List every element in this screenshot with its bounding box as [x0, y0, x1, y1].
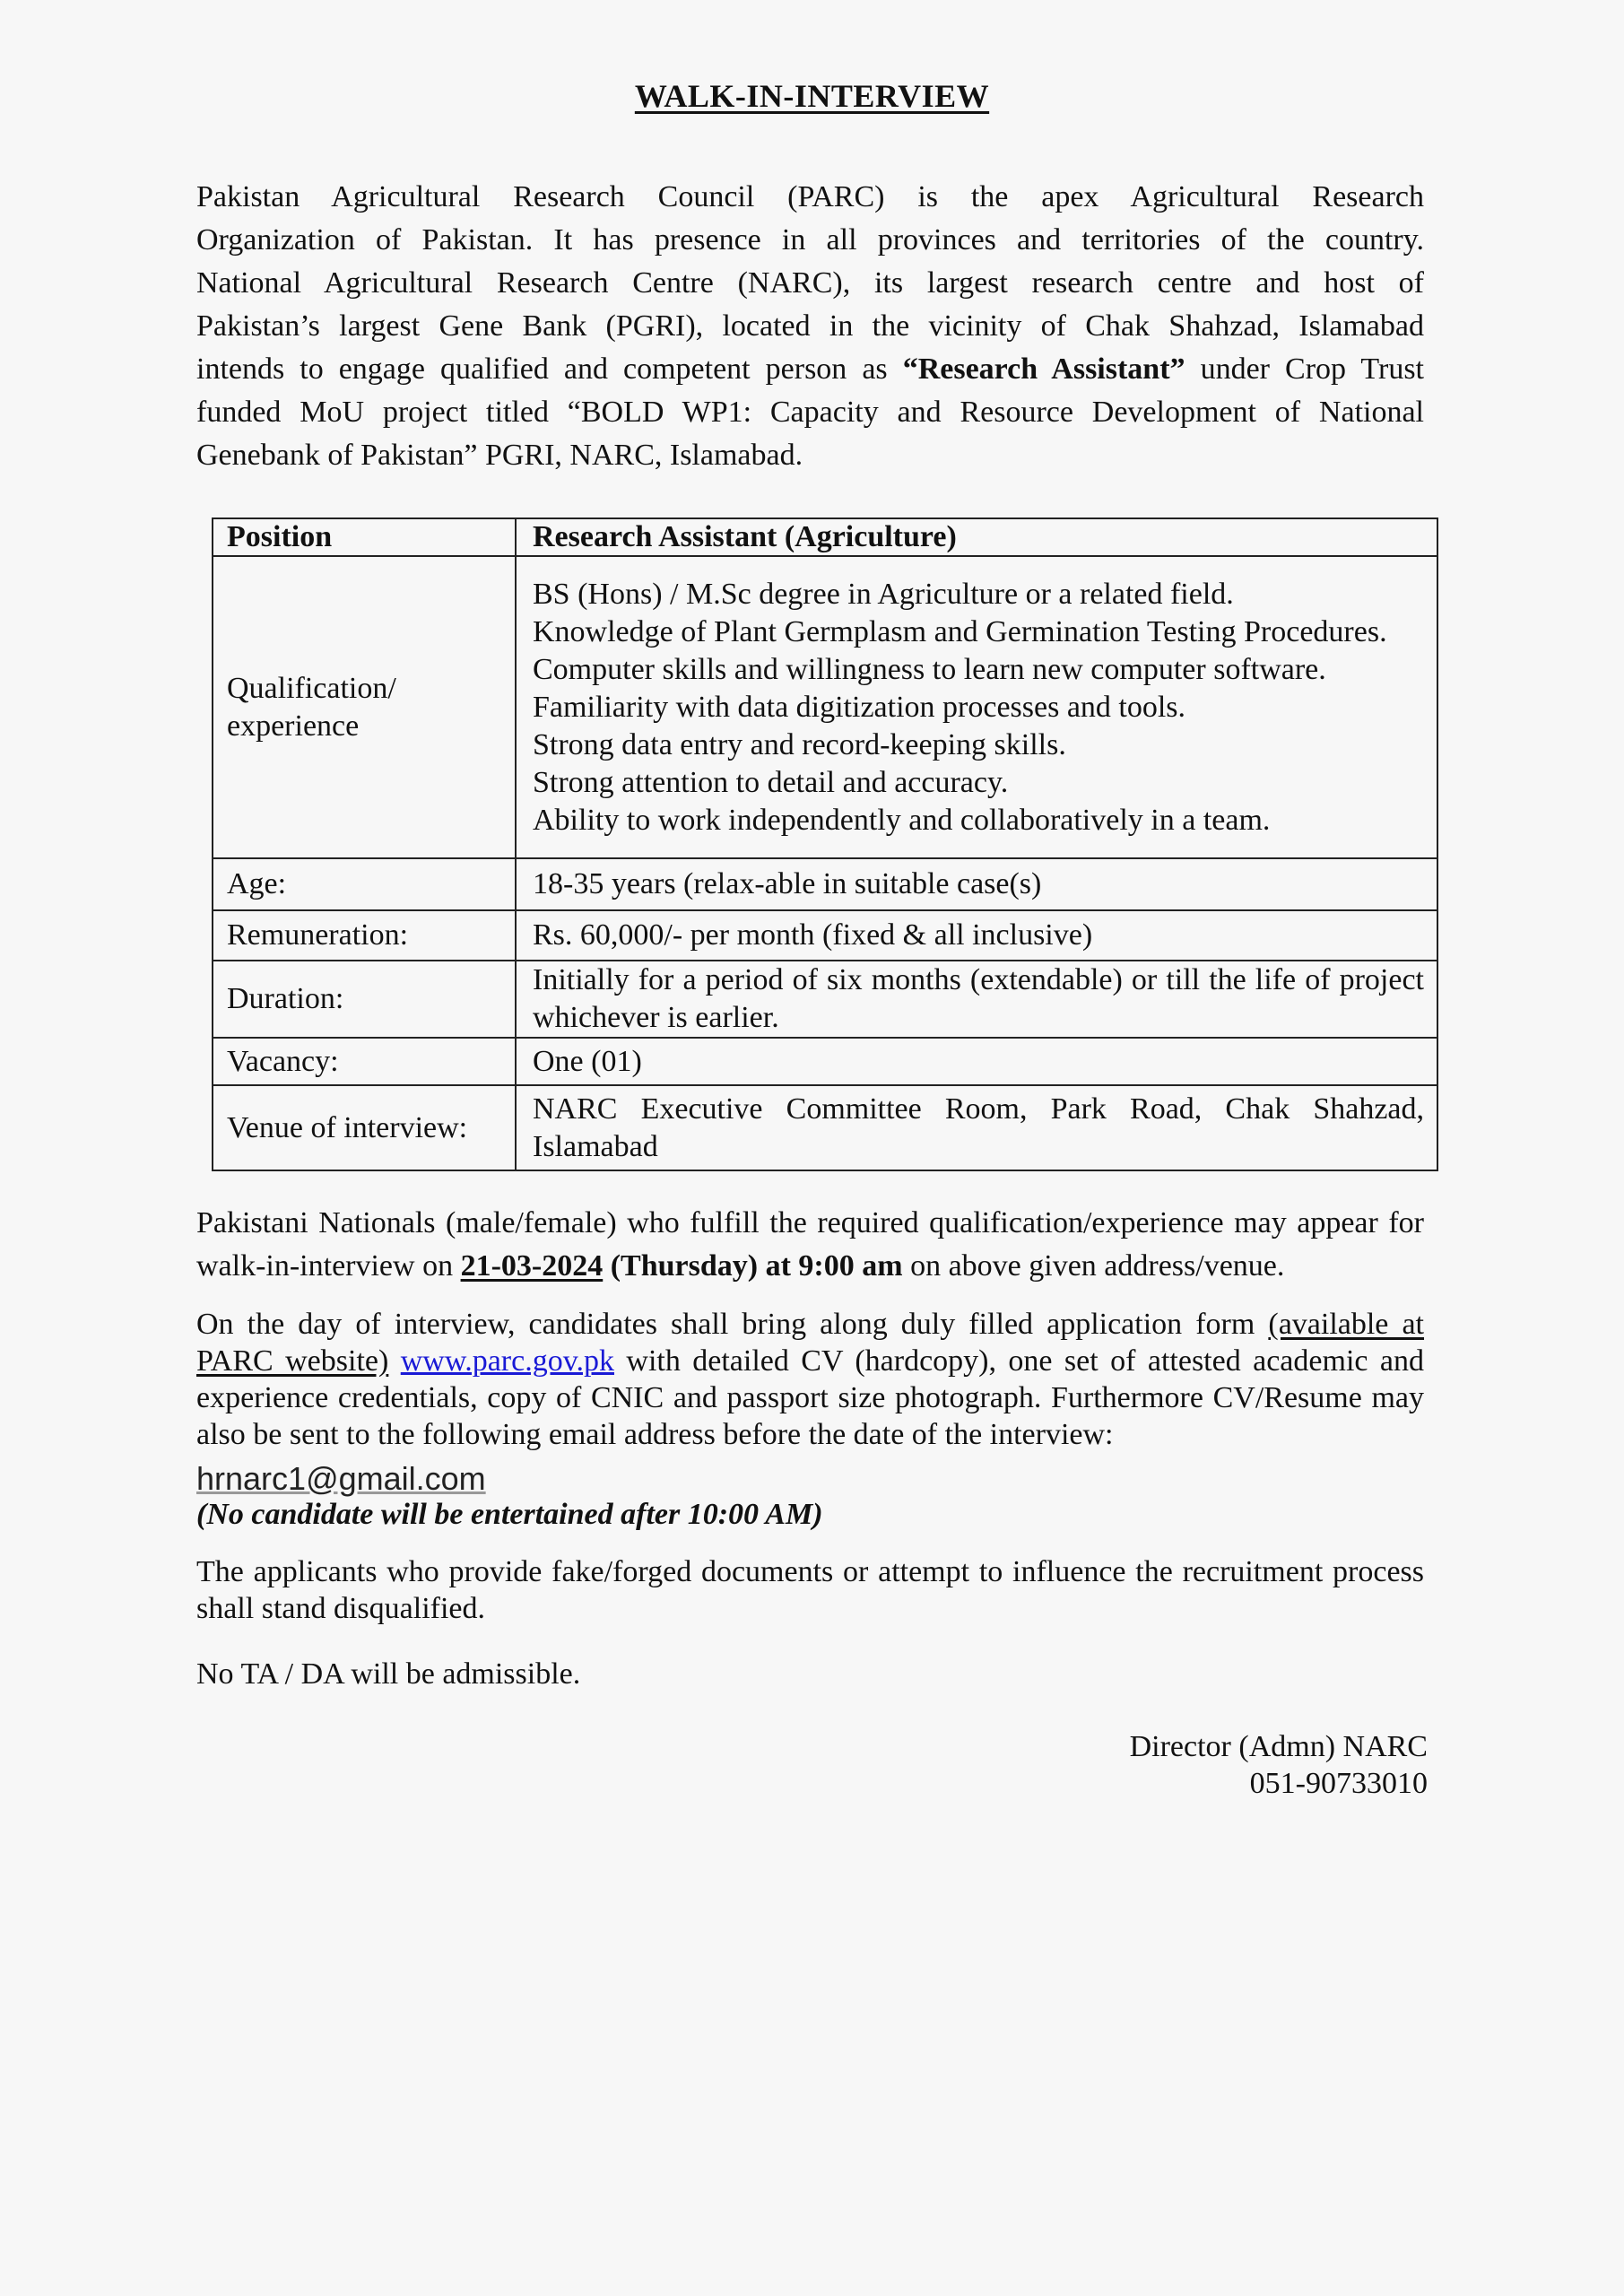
- venue-label: Venue of interview:: [213, 1085, 516, 1170]
- signatory-phone: 051-90733010: [1249, 1767, 1428, 1800]
- remuneration-label: Remuneration:: [213, 910, 516, 961]
- duration-value: Initially for a period of six months (extendable) or till the life of project whichever is earlier.: [516, 961, 1437, 1038]
- list-item: BS (Hons) / M.Sc degree in Agriculture or a related field.: [533, 577, 1234, 611]
- age-value: 18-35 years (relax-able in suitable case(s): [516, 858, 1437, 910]
- interview-day-time: (Thursday) at 9:00 am: [603, 1249, 903, 1283]
- website-note: (available at PARC website): [196, 1308, 1425, 1378]
- list-item: Familiarity with data digitization processes and tools.: [533, 690, 1186, 724]
- page-title: WALK-IN-INTERVIEW: [634, 78, 990, 114]
- eligibility-text: Pakistani Nationals (male/female) who fulfill the required qualification/experience may appear for walk-in-interview on: [196, 1206, 1424, 1283]
- table-row: [213, 910, 1437, 961]
- disqualification-paragraph: The applicants who provide fake/forged documents or attempt to influence the recruitment process shall stand disqualified.: [196, 1555, 1424, 1625]
- email-address[interactable]: hrnarc1@gmail.com: [196, 1460, 486, 1497]
- eligibility-paragraph: [196, 1202, 1424, 1288]
- table-row: [213, 1038, 1437, 1085]
- intro-line: Pakistan’s largest Gene Bank (PGRI), located in the vicinity of Chak Shahzad, Islamabad: [196, 309, 1424, 343]
- position-value: Research Assistant (Agriculture): [516, 518, 1437, 556]
- venue-value: NARC Executive Committee Room, Park Road, Chak Shahzad, Islamabad: [516, 1085, 1437, 1170]
- ta-da-note: No TA / DA will be admissible.: [196, 1657, 581, 1691]
- duration-label: Duration:: [213, 961, 516, 1038]
- qualification-cell: [516, 556, 1437, 858]
- qualification-label: Qualification/ experience: [213, 556, 516, 858]
- intro-text: under Crop Trust: [1185, 352, 1425, 386]
- qualification-list: [533, 576, 1424, 839]
- table-row: [213, 961, 1437, 1038]
- intro-paragraph: [196, 176, 1424, 477]
- vacancy-label: Vacancy:: [213, 1038, 516, 1085]
- instructions-text: On the day of interview, candidates shall bring along duly filled application form: [196, 1308, 1269, 1341]
- vacancy-value: One (01): [516, 1038, 1437, 1085]
- eligibility-text: on above given address/venue.: [902, 1249, 1285, 1283]
- website-link[interactable]: www.parc.gov.pk: [400, 1344, 614, 1378]
- instructions-text: with detailed CV (hardcopy), one set of attested academic and experience credentials, copy of CNIC and passport size photograph. Furthermore CV/Resume may also be sent to the following email address before the date of the interview:: [196, 1344, 1424, 1451]
- intro-line: Organization of Pakistan. It has presence in all provinces and territories of the country.: [196, 223, 1424, 257]
- list-item: Knowledge of Plant Germplasm and Germination Testing Procedures.: [533, 614, 1387, 648]
- deadline-notice: (No candidate will be entertained after 10:00 AM): [196, 1498, 823, 1531]
- instructions-paragraph: [196, 1306, 1424, 1453]
- intro-line: Genebank of Pakistan” PGRI, NARC, Islamabad.: [196, 439, 803, 472]
- position-highlight: “Research Assistant”: [902, 352, 1185, 386]
- position-label: Position: [213, 518, 516, 556]
- list-item: Strong attention to detail and accuracy.: [533, 765, 1009, 799]
- job-details-table: [212, 517, 1438, 1171]
- age-label: Age:: [213, 858, 516, 910]
- table-row: [213, 858, 1437, 910]
- table-row: [213, 1085, 1437, 1170]
- intro-line: [196, 348, 1424, 391]
- table-row: [213, 556, 1437, 858]
- list-item: Computer skills and willingness to learn new computer software.: [533, 652, 1326, 686]
- list-item: Strong data entry and record-keeping skills.: [533, 727, 1066, 761]
- signatory-title: Director (Admn) NARC: [1129, 1730, 1428, 1763]
- list-item: Ability to work independently and collaboratively in a team.: [533, 803, 1271, 837]
- intro-line: funded MoU project titled “BOLD WP1: Capacity and Resource Development of National: [196, 396, 1424, 429]
- intro-text: intends to engage qualified and competent person as: [196, 352, 903, 386]
- interview-date: 21-03-2024: [460, 1249, 604, 1283]
- intro-line: National Agricultural Research Centre (NARC), its largest research centre and host of: [196, 266, 1424, 300]
- remuneration-value: Rs. 60,000/- per month (fixed & all inclusive): [516, 910, 1437, 961]
- intro-line: Pakistan Agricultural Research Council (PARC) is the apex Agricultural Research: [196, 180, 1424, 213]
- signature-block: [1130, 1728, 1428, 1802]
- table-row: [213, 518, 1437, 556]
